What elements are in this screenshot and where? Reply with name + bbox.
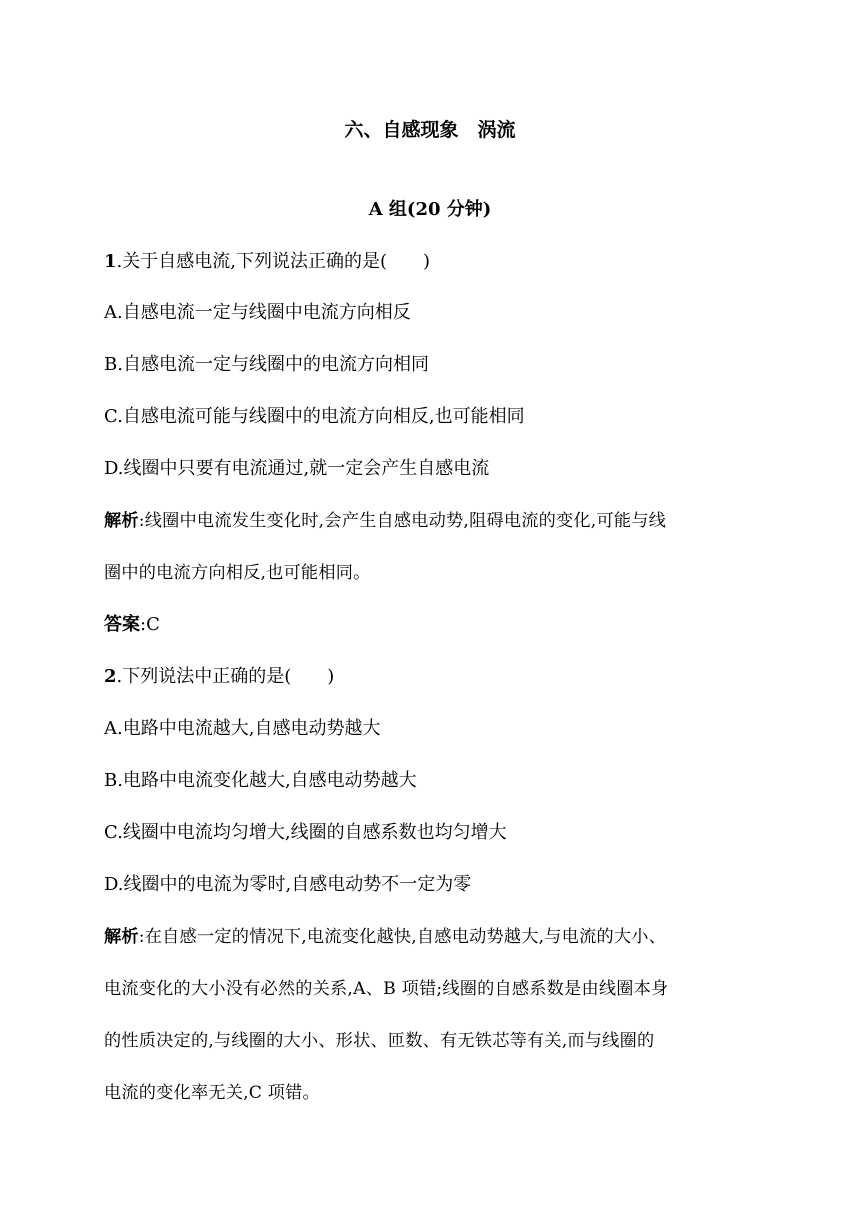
question-2-analysis-line-4: 电流的变化率无关,C 项错。 bbox=[104, 1083, 320, 1103]
question-1-stem bbox=[104, 250, 756, 274]
question-1-answer-value: :C bbox=[140, 614, 160, 635]
page-title: 六、自感现象 涡流 bbox=[344, 119, 516, 141]
question-1-option-c: C.自感电流可能与线圈中的电流方向相反,也可能相同 bbox=[104, 406, 525, 427]
question-1-analysis-text-1: :线圈中电流发生变化时,会产生自感电动势,阻碍电流的变化,可能与线 bbox=[138, 511, 667, 531]
question-2-analysis-text-1: :在自感一定的情况下,电流变化越快,自感电动势越大,与电流的大小、 bbox=[138, 927, 667, 947]
question-1-option-b: B.自感电流一定与线圈中的电流方向相同 bbox=[104, 354, 429, 375]
question-2-option-d: D.线圈中的电流为零时,自感电动势不一定为零 bbox=[104, 874, 472, 895]
question-2-analysis-line-2: 电流变化的大小没有必然的关系,A、B 项错;线圈的自感系数是由线圈本身 bbox=[104, 979, 669, 999]
question-2-number: 2 bbox=[104, 666, 117, 687]
question-1-analysis-line-2: 圈中的电流方向相反,也可能相同。 bbox=[104, 563, 371, 583]
question-1-answer bbox=[104, 613, 756, 637]
question-2-option-c: C.线圈中电流均匀增大,线圈的自感系数也均匀增大 bbox=[104, 822, 507, 843]
question-2-option-b: B.电路中电流变化越大,自感电动势越大 bbox=[104, 770, 417, 791]
question-1-number: 1 bbox=[104, 251, 117, 272]
question-2-analysis-label: 解析 bbox=[104, 927, 139, 947]
question-2-analysis-line-1 bbox=[104, 925, 756, 949]
question-1-option-d: D.线圈中只要有电流通过,就一定会产生自感电流 bbox=[104, 458, 490, 479]
question-1-text: .关于自感电流,下列说法正确的是( ) bbox=[116, 251, 431, 272]
group-title: A 组(20 分钟) bbox=[368, 199, 492, 220]
question-1-answer-label: 答案 bbox=[104, 614, 140, 635]
question-2-analysis-line-3: 的性质决定的,与线圈的大小、形状、匝数、有无铁芯等有关,而与线圈的 bbox=[104, 1031, 655, 1051]
question-2-stem bbox=[104, 665, 756, 689]
question-2-option-a: A.电路中电流越大,自感电动势越大 bbox=[104, 718, 381, 739]
question-1-analysis-line-1 bbox=[104, 509, 756, 533]
question-1-option-a: A.自感电流一定与线圈中电流方向相反 bbox=[104, 302, 411, 323]
question-1-analysis-label: 解析 bbox=[104, 511, 139, 531]
question-2-text: .下列说法中正确的是( ) bbox=[116, 666, 335, 687]
